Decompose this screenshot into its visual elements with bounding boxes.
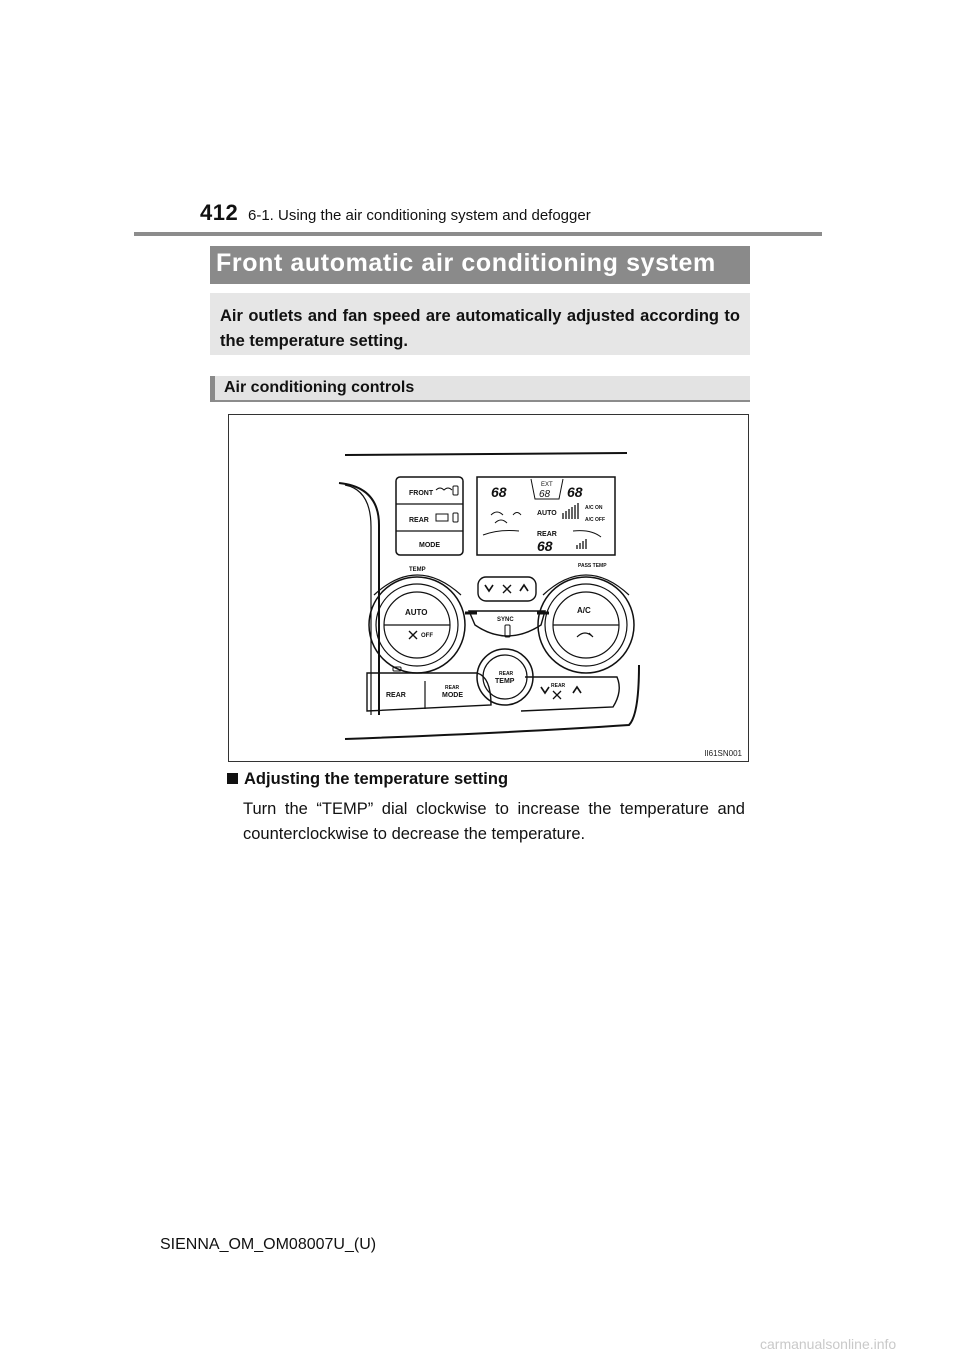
right-temp-display: 68 bbox=[567, 484, 583, 500]
intro-text: Air outlets and fan speed are automatically adjusted according to the temperature setting. bbox=[220, 307, 740, 350]
rear-display-label: REAR bbox=[537, 531, 557, 538]
auto-indicator: AUTO bbox=[537, 510, 557, 517]
subheading-marker bbox=[210, 376, 215, 402]
recirculation-icon bbox=[577, 633, 593, 637]
rear-button-label: REAR bbox=[386, 692, 406, 699]
page-number: 412 bbox=[200, 200, 239, 225]
subheading-bar bbox=[210, 376, 750, 402]
rear-defog-label: REAR bbox=[409, 517, 429, 524]
left-temp-display: 68 bbox=[491, 484, 507, 500]
intro-box bbox=[210, 293, 750, 355]
subheading: Air conditioning controls bbox=[224, 379, 415, 396]
item-body: Turn the “TEMP” dial clockwise to increase the temperature and counterclockwise to decrease the temperature. bbox=[243, 800, 745, 843]
rear-temp-display: 68 bbox=[537, 538, 553, 554]
rear-fan-label: REAR bbox=[551, 683, 566, 689]
auto-button-label: AUTO bbox=[405, 608, 428, 617]
sync-button-label: SYNC bbox=[497, 617, 514, 623]
footer-code: SIENNA_OM_OM08007U_(U) bbox=[160, 1236, 377, 1253]
ext-temp-display: 68 bbox=[539, 489, 551, 500]
item-heading bbox=[227, 770, 508, 789]
rear-temp-label: TEMP bbox=[495, 678, 515, 685]
rear-temp-small-label: REAR bbox=[499, 671, 514, 677]
section-reference: 6-1. Using the air conditioning system and defogger bbox=[248, 207, 591, 224]
item-heading-text: Adjusting the temperature setting bbox=[244, 770, 509, 788]
rear-mode-small-label: REAR bbox=[445, 685, 460, 691]
rear-mode-label: MODE bbox=[442, 692, 463, 699]
fan-up-icon bbox=[520, 585, 528, 591]
pass-temp-label: PASS TEMP bbox=[578, 563, 607, 569]
ac-button-label: A/C bbox=[577, 606, 591, 615]
fan-down-icon bbox=[485, 585, 493, 591]
temp-dial-label: TEMP bbox=[409, 567, 426, 573]
fan-speed-icon bbox=[503, 585, 511, 593]
rear-fan-up-icon bbox=[573, 687, 581, 693]
rear-fan-down-icon bbox=[541, 687, 549, 693]
page-title: Front automatic air conditioning system bbox=[216, 249, 716, 277]
control-panel-illustration bbox=[229, 415, 750, 763]
front-defrost-label: FRONT bbox=[409, 490, 434, 497]
mode-label: MODE bbox=[419, 542, 440, 549]
ext-label: EXT bbox=[541, 482, 553, 488]
control-panel-figure bbox=[228, 414, 749, 762]
fan-level-bars bbox=[563, 503, 578, 519]
ac-off-indicator: A/C OFF bbox=[585, 517, 605, 523]
ac-on-indicator: A/C ON bbox=[585, 505, 603, 511]
header-divider bbox=[134, 232, 822, 236]
watermark: carmanualsonline.info bbox=[760, 1336, 897, 1352]
off-button-label: OFF bbox=[421, 633, 433, 639]
section-title-bar bbox=[210, 246, 750, 284]
fan-icon bbox=[409, 631, 417, 639]
square-bullet-icon bbox=[227, 773, 238, 784]
figure-code: II61SN001 bbox=[704, 749, 742, 758]
